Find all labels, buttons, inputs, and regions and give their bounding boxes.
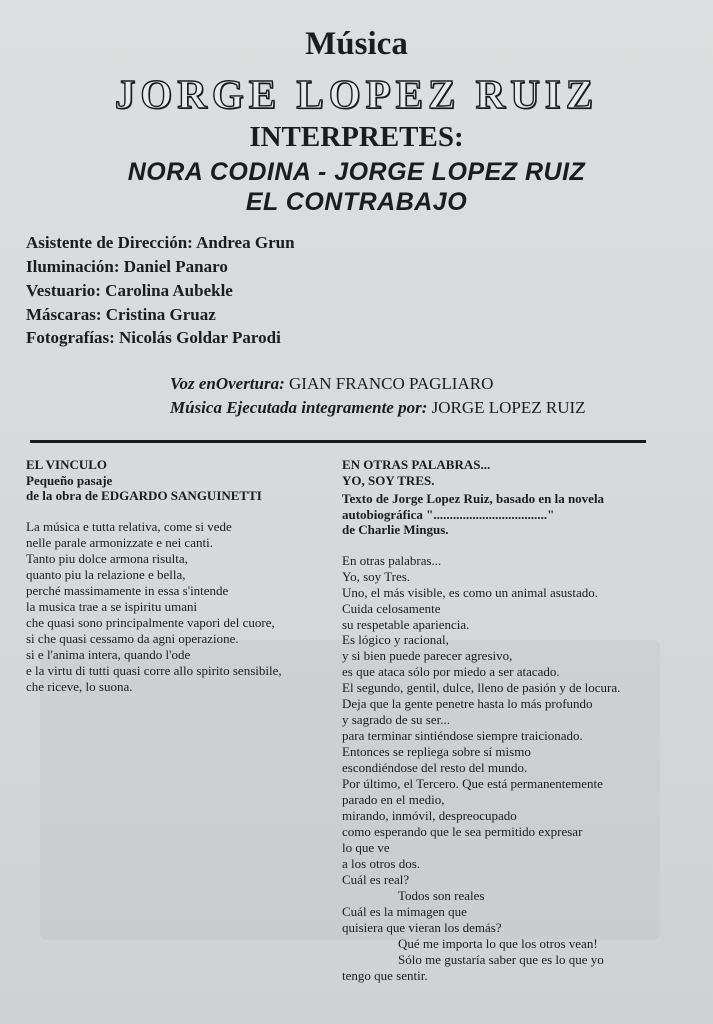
text-line: Es lógico y racional,	[342, 632, 449, 647]
text-line: Cuida celosamente	[342, 601, 441, 616]
voz-label: Voz enOvertura:	[170, 374, 285, 393]
text-line: y sagrado de su ser...	[342, 712, 450, 727]
musica-ejecutada	[170, 398, 586, 418]
text-line: quisiera que vieran los demás?	[342, 920, 502, 935]
source-note: de Charlie Mingus.	[342, 522, 449, 537]
poem-line: si e l'anima intera, quando l'ode	[26, 647, 191, 662]
text-line: Entonces se repliega sobre sí mismo	[342, 744, 531, 759]
text-line: a los otros dos.	[342, 856, 420, 871]
credit-line: Iluminación: Daniel Panaro	[26, 257, 228, 276]
text-line: su respetable apariencia.	[342, 617, 470, 632]
text-line: y si bien puede parecer agresivo,	[342, 648, 513, 663]
poem-line: la musica trae a se ispiritu umani	[26, 599, 198, 614]
poem-line: nelle parale armonizzate e nei canti.	[26, 535, 213, 550]
text-line: En otras palabras...	[342, 553, 442, 568]
right-heading: EN OTRAS PALABRAS...	[342, 457, 491, 472]
poem-line: quanto piu la relazione e bella,	[26, 567, 186, 582]
text-line: El segundo, gentil, dulce, lleno de pasión y de locura.	[342, 680, 621, 695]
credit-line: Máscaras: Cristina Gruaz	[26, 305, 216, 324]
credit-line: Asistente de Dirección: Andrea Grun	[26, 233, 295, 252]
left-heading: EL VINCULO	[26, 457, 108, 472]
musica-value: JORGE LOPEZ RUIZ	[431, 398, 586, 417]
source-note: autobiográfica "..................................."	[342, 507, 555, 522]
credit-line: Vestuario: Carolina Aubekle	[26, 281, 233, 300]
left-subheading: de la obra de EDGARDO SANGUINETTI	[26, 488, 262, 503]
text-line: lo que ve	[342, 840, 390, 855]
source-note: Texto de Jorge Lopez Ruiz, basado en la novela	[342, 491, 605, 506]
text-line: Yo, soy Tres.	[342, 569, 411, 584]
text-line: para terminar sintiéndose siempre traicionado.	[342, 728, 583, 743]
composer-name: JORGE LOPEZ RUIZ	[114, 71, 599, 117]
music-label: Música	[305, 26, 408, 62]
divider	[30, 440, 646, 443]
text-line: parado en el medio,	[342, 792, 445, 807]
text-line: Cuál es real?	[342, 872, 410, 887]
poem-line: La música e tutta relativa, come si vede	[26, 519, 232, 534]
voz-value: GIAN FRANCO PAGLIARO	[289, 374, 494, 393]
play-title: EL CONTRABAJO	[245, 188, 468, 216]
text-line: como esperando que le sea permitido expresar	[342, 824, 583, 839]
right-heading: YO, SOY TRES.	[342, 473, 435, 488]
poem-line: che riceve, lo suona.	[26, 679, 133, 694]
poem-line: e la virtu di tutti quasi corre allo spirito sensibile,	[26, 663, 282, 678]
text-line: Por último, el Tercero. Que está permanentemente	[342, 776, 603, 791]
left-subheading: Pequeño pasaje	[26, 473, 113, 488]
musica-label: Música Ejecutada integramente por:	[170, 398, 428, 417]
text-line: Sólo me gustaría saber que es lo que yo	[398, 952, 604, 967]
performers: NORA CODINA - JORGE LOPEZ RUIZ	[127, 158, 586, 186]
text-line: escondiéndose del resto del mundo.	[342, 760, 528, 775]
text-line: Uno, el más visible, es como un animal asustado.	[342, 585, 598, 600]
interpretes-heading: INTERPRETES:	[249, 121, 464, 153]
text-line: mirando, inmóvil, despreocupado	[342, 808, 517, 823]
voz-overtura	[170, 374, 493, 394]
text-line: Todos son reales	[398, 888, 485, 903]
text-line: es que ataca sólo por miedo a ser atacado.	[342, 664, 560, 679]
text-line: Qué me importa lo que los otros vean!	[398, 936, 598, 951]
text-line: tengo que sentir.	[342, 968, 428, 983]
poem-line: perché massimamente in essa s'intende	[26, 583, 229, 598]
credit-line: Fotografías: Nicolás Goldar Parodi	[26, 328, 281, 347]
poem-line: si che quasi cessamo da agni operazione.	[26, 631, 239, 646]
text-line: Deja que la gente penetre hasta lo más profundo	[342, 696, 593, 711]
text-line: Cuál es la mimagen que	[342, 904, 467, 919]
poem-line: che quasi sono principalmente vapori del cuore,	[26, 615, 275, 630]
poem-line: Tanto piu dolce armona risulta,	[26, 551, 188, 566]
